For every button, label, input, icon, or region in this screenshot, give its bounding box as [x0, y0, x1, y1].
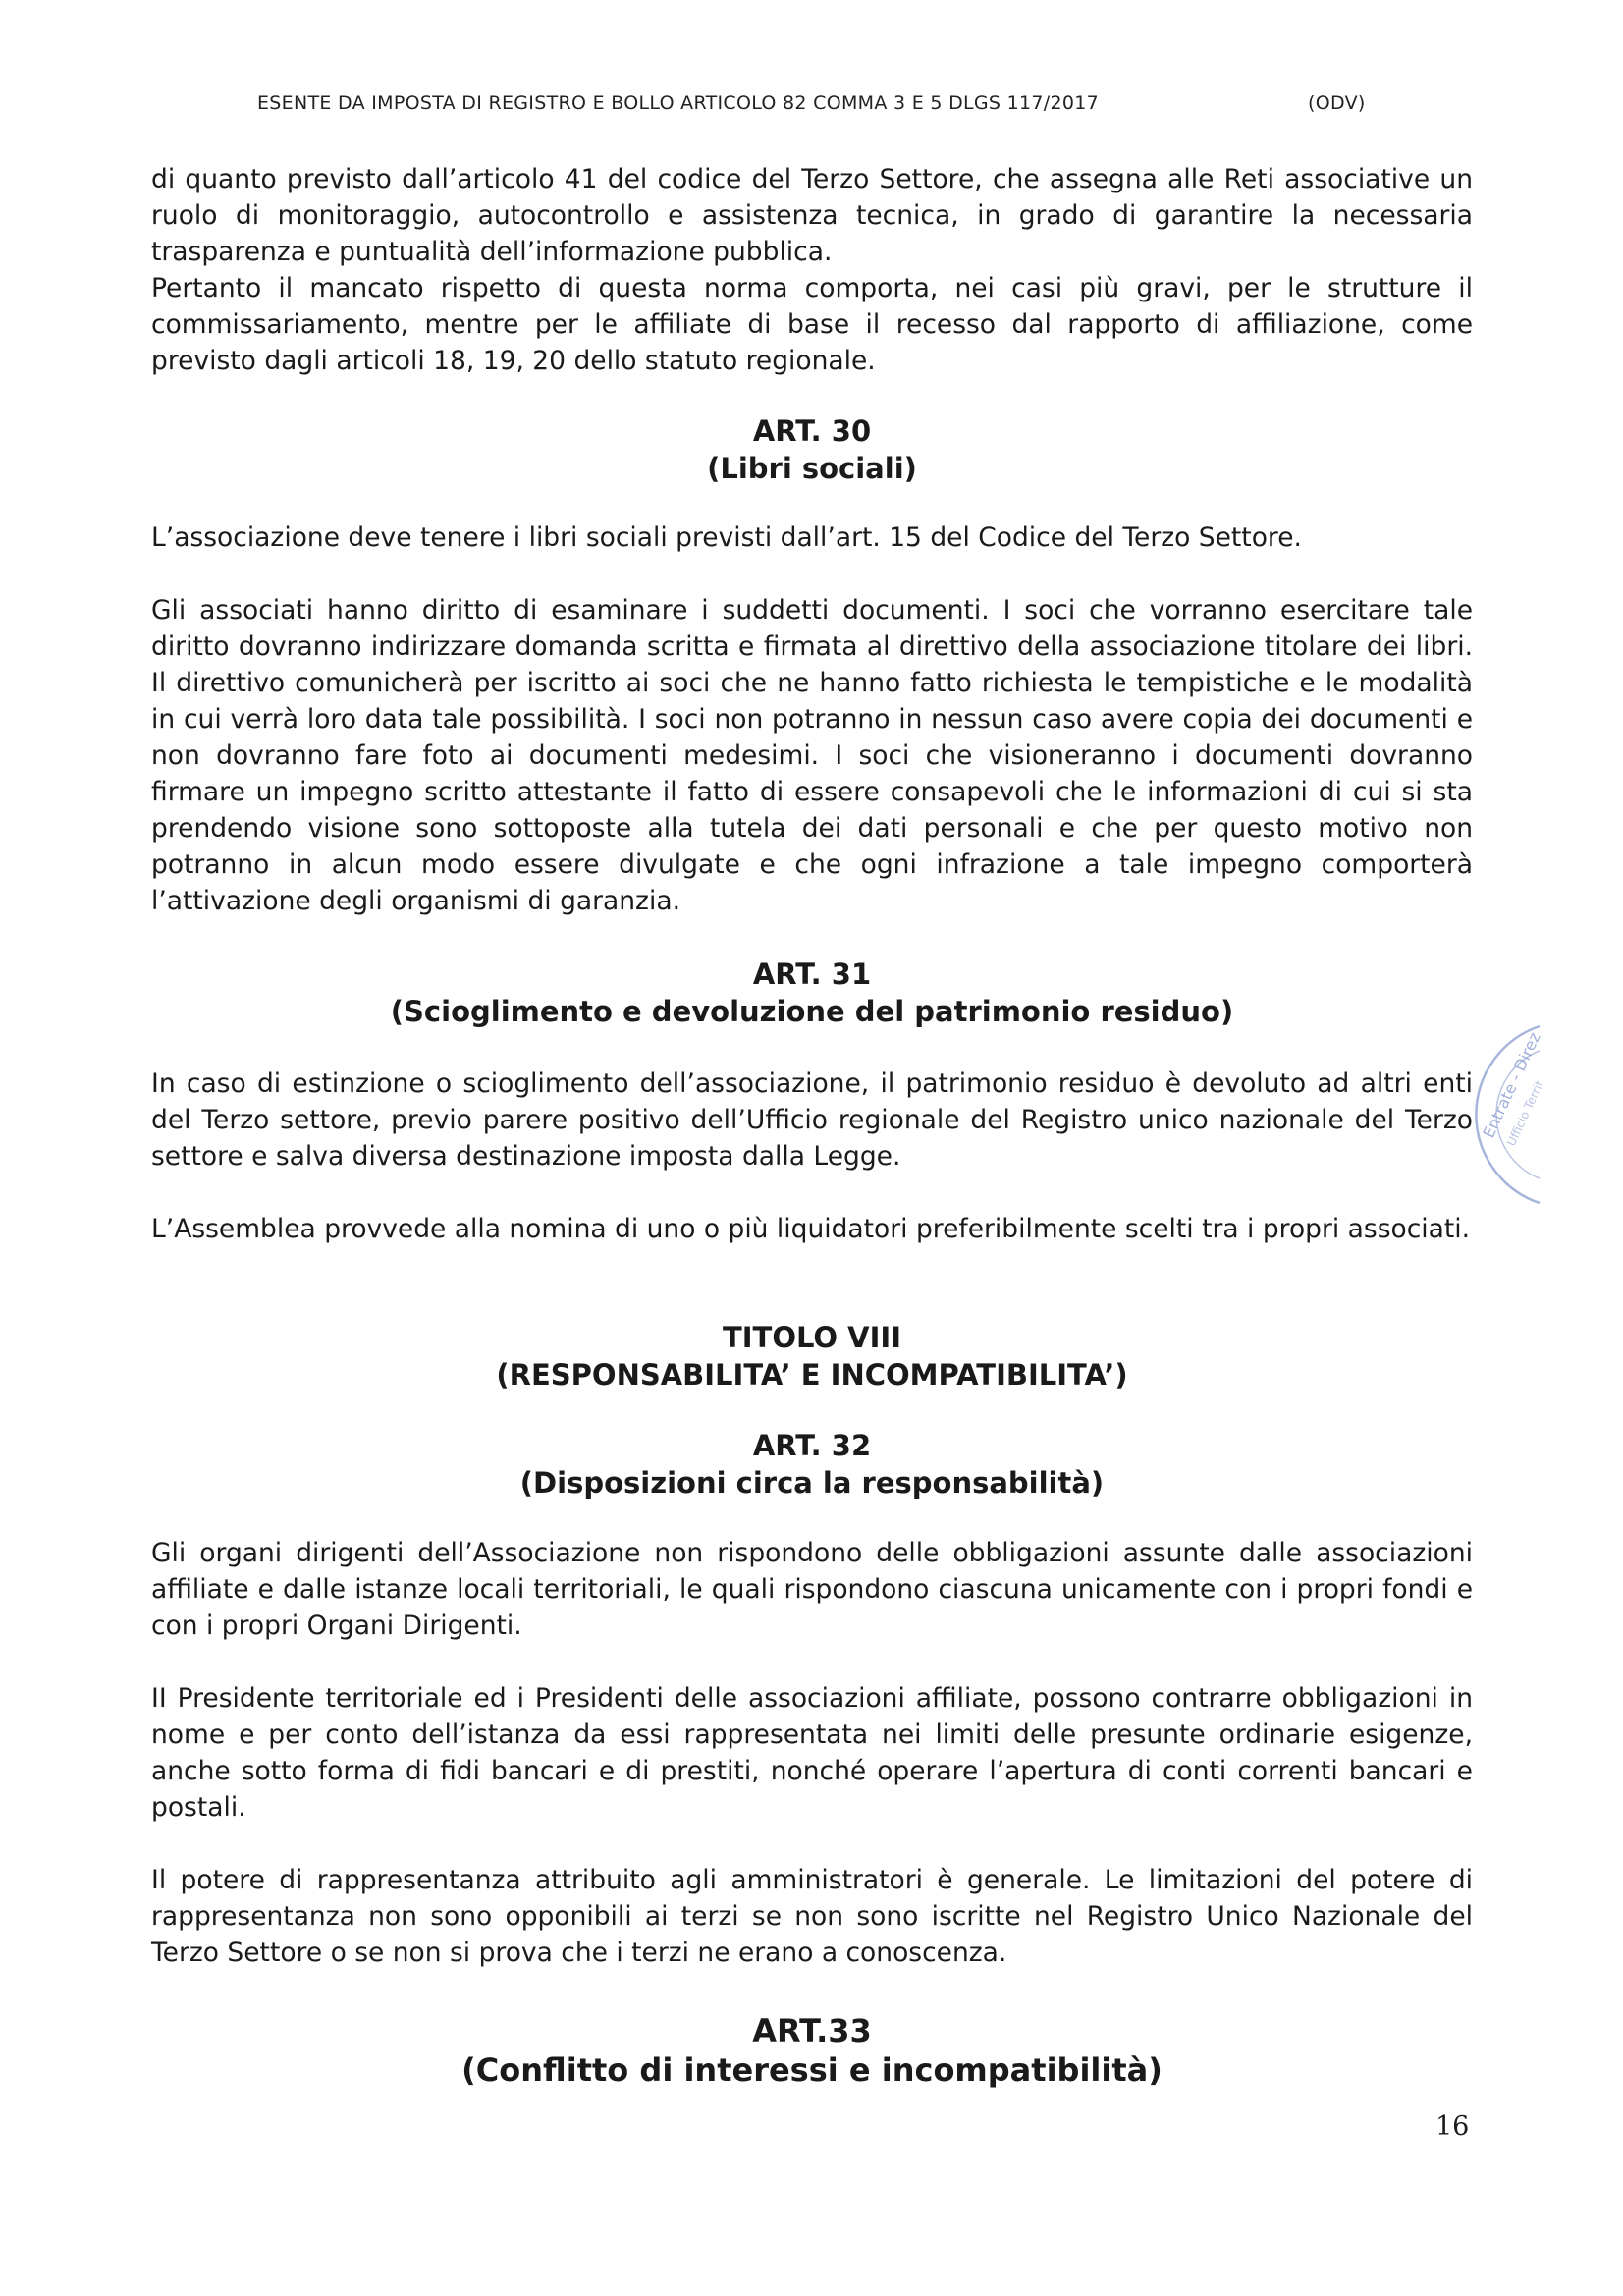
art30-number: ART. 30: [752, 414, 872, 448]
art30-title: (Libri sociali): [707, 452, 917, 485]
art33-heading: [151, 2011, 1473, 2090]
intro-paragraph-2: Pertanto il mancato rispetto di questa norma comporta, nei casi più gravi, per le strutture il commissariamento, mentre per le affiliate di base il recesso dal rapporto di affiliazione, come previsto dagli articoli 18, 19, 20 dello statuto regionale.: [151, 273, 1473, 376]
titolo-heading: [151, 1319, 1473, 1394]
art32-body-3: [151, 1862, 1473, 1971]
art33-title: (Conflitto di interessi e incompatibilità): [461, 2051, 1163, 2089]
art30-body-2: [151, 592, 1473, 919]
art32-title: (Disposizioni circa la responsabilità): [519, 1466, 1105, 1500]
titolo-number: TITOLO VIII: [722, 1321, 901, 1354]
office-stamp: [1463, 1021, 1542, 1212]
art33-number: ART.33: [752, 2012, 872, 2050]
art30-body: [151, 519, 1473, 556]
art30-paragraph-1: L’associazione deve tenere i libri sociali previsti dall’art. 15 del Codice del Terzo Settore.: [151, 522, 1302, 553]
intro-paragraph-1: di quanto previsto dall’articolo 41 del codice del Terzo Settore, che assegna alle Reti associative un ruolo di monitoraggio, autocontrollo e assistenza tecnica, in grado di garantire la necessaria trasparenza e puntualità dell’informazione pubblica.: [151, 164, 1473, 267]
art32-body: [151, 1535, 1473, 1644]
art32-paragraph-3: Il potere di rappresentanza attribuito agli amministratori è generale. Le limitazioni del potere di rappresentanza non sono opponibili ai terzi se non sono iscritte nel Registro Unico Nazionale del Terzo Settore o se non si prova che i terzi ne erano a conoscenza.: [151, 1865, 1473, 1968]
page-header: [257, 92, 1367, 114]
art31-title: (Scioglimento e devoluzione del patrimonio residuo): [390, 995, 1234, 1028]
art32-body-2: [151, 1680, 1473, 1826]
titolo-title: (RESPONSABILITA’ E INCOMPATIBILITA’): [496, 1358, 1128, 1392]
art32-number: ART. 32: [752, 1429, 872, 1462]
header-odv-label: (ODV): [1308, 92, 1366, 114]
art31-paragraph-2: L’Assemblea provvede alla nomina di uno o più liquidatori preferibilmente scelti tra i propri associati.: [151, 1214, 1471, 1244]
art31-heading: [151, 956, 1473, 1030]
art31-paragraph-1: In caso di estinzione o scioglimento dell’associazione, il patrimonio residuo è devoluto ad altri enti del Terzo settore, previo parere positivo dell’Ufficio regionale del Registro unico nazionale del Terzo settore e salva diversa destinazione imposta dalla Legge.: [151, 1068, 1473, 1172]
art32-paragraph-1: Gli organi dirigenti dell’Associazione non rispondono delle obbligazioni assunte dalle associazioni affiliate e dalle istanze locali territoriali, le quali rispondono ciascuna unicamente con i propri fondi e con i propri Organi Dirigenti.: [151, 1538, 1473, 1641]
art32-paragraph-2: II Presidente territoriale ed i Presidenti delle associazioni affiliate, possono contrarre obbligazioni in nome e per conto dell’istanza da essi rappresentata nei limiti delle presunte ordinarie esigenze, anche sotto forma di fidi bancari e di prestiti, nonché operare l’apertura di conti correnti bancari e postali.: [151, 1683, 1473, 1823]
intro-section: [151, 161, 1473, 379]
art30-paragraph-2: Gli associati hanno diritto di esaminare i suddetti documenti. I soci che vorranno esercitare tale diritto dovranno indirizzare domanda scritta e firmata al direttivo della associazione titolare dei libri. Il direttivo comunicherà per iscritto ai soci che ne hanno fatto richiesta le tempistiche e le modalità in cui verrà loro data tale possibilità. I soci non potranno in nessun caso avere copia dei documenti e non dovranno fare foto ai documenti medesimi. I soci che visioneranno i documenti dovranno firmare un impegno scritto attestante il fatto di essere consapevoli che le informazioni di cui si sta prendendo visione sono sottoposte alla tutela dei dati personali e che per questo motivo non potranno in alcun modo essere divulgate e che ogni infrazione a tale impegno comporterà l’attivazione degli organismi di garanzia.: [151, 595, 1473, 916]
art31-number: ART. 31: [752, 957, 872, 991]
art30-heading: [151, 412, 1473, 487]
art31-body: [151, 1066, 1473, 1175]
svg-text:Ufficio Territ: Ufficio Territ: [1504, 1078, 1542, 1149]
page-number: 16: [1435, 2111, 1470, 2142]
stamp-seal-icon: [1463, 1021, 1542, 1208]
art32-heading: [151, 1427, 1473, 1502]
art31-body-2: [151, 1211, 1473, 1247]
svg-text:Entrate - Direz: Entrate - Direz: [1479, 1029, 1542, 1141]
header-exemption-note: ESENTE DA IMPOSTA DI REGISTRO E BOLLO ARTICOLO 82 COMMA 3 E 5 DLGS 117/2017: [257, 92, 1100, 114]
